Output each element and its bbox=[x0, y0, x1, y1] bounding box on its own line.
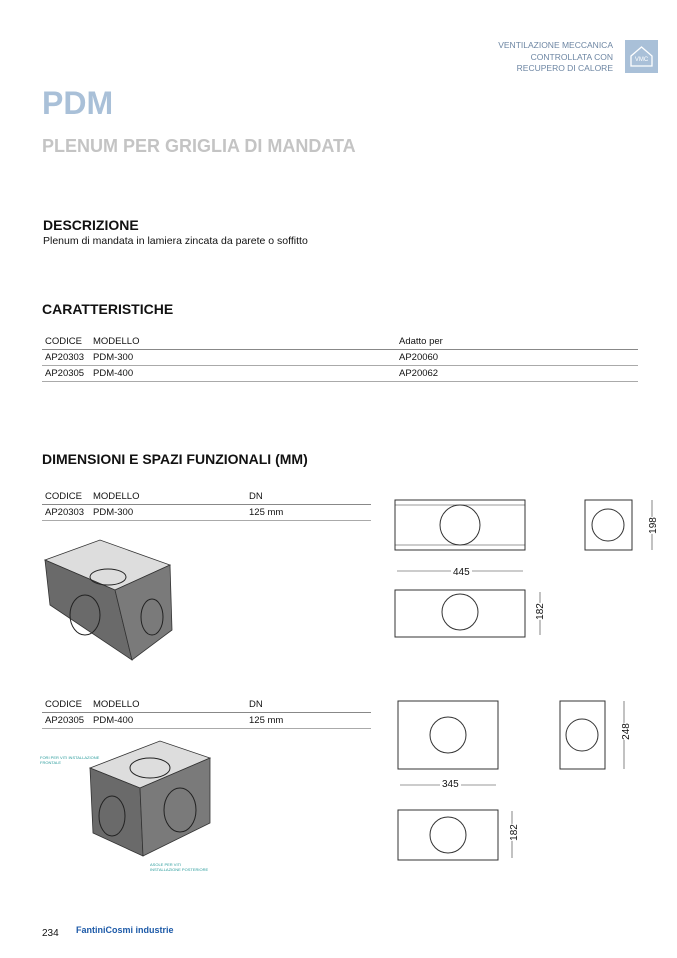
page-subtitle: PLENUM PER GRIGLIA DI MANDATA bbox=[42, 136, 356, 156]
pdm-400-technical-drawing bbox=[390, 693, 670, 868]
header-line: CONTROLLATA CON bbox=[530, 51, 613, 62]
header-line: VENTILAZIONE MECCANICA bbox=[498, 40, 613, 50]
dimension-depth: 248 bbox=[620, 723, 632, 740]
col-header: CODICE bbox=[42, 697, 90, 713]
col-header: Adatto per bbox=[396, 334, 638, 350]
header-line: RECUPERO DI CALORE bbox=[516, 63, 613, 73]
caratteristiche-table bbox=[42, 334, 638, 382]
col-header: MODELLO bbox=[90, 334, 396, 350]
category-header bbox=[498, 40, 613, 75]
table-row bbox=[42, 713, 371, 729]
cell: AP20303 bbox=[42, 505, 90, 521]
cell: AP20062 bbox=[396, 366, 638, 382]
col-header: MODELLO bbox=[90, 489, 246, 505]
cell: 125 mm bbox=[246, 505, 371, 521]
dimension-width: 345 bbox=[442, 779, 459, 790]
descrizione-heading: DESCRIZIONE bbox=[43, 217, 139, 233]
callout-label-rear: ASOLE PER VITI INSTALLAZIONE POSTERIORE bbox=[150, 862, 209, 872]
fantini-cosmi-logo: FantiniCosmi industrie bbox=[76, 925, 174, 935]
svg-text:VMC: VMC bbox=[634, 57, 649, 63]
descrizione-text: Plenum di mandata in lamiera zincata da parete o soffitto bbox=[43, 235, 308, 247]
table-row bbox=[42, 366, 638, 382]
cell: AP20305 bbox=[42, 713, 90, 729]
cell: AP20305 bbox=[42, 366, 90, 382]
product-table-1 bbox=[42, 489, 371, 521]
cell: PDM-300 bbox=[90, 505, 246, 521]
pdm-300-technical-drawing bbox=[390, 490, 670, 650]
caratteristiche-heading: CARATTERISTICHE bbox=[42, 301, 174, 317]
pdm-300-isometric-image bbox=[40, 535, 200, 665]
col-header: DN bbox=[246, 489, 371, 505]
page-number: 234 bbox=[42, 928, 59, 939]
product-table-2 bbox=[42, 697, 371, 729]
col-header: CODICE bbox=[42, 334, 90, 350]
dimensioni-heading: DIMENSIONI E SPAZI FUNZIONALI (MM) bbox=[42, 451, 308, 467]
page-title: PDM bbox=[42, 85, 114, 121]
dimension-height: 182 bbox=[508, 824, 520, 841]
table-row bbox=[42, 350, 638, 366]
table-row bbox=[42, 505, 371, 521]
col-header: MODELLO bbox=[90, 697, 246, 713]
vmc-house-icon bbox=[625, 40, 658, 73]
cell: PDM-400 bbox=[90, 713, 246, 729]
cell: PDM-300 bbox=[90, 350, 396, 366]
callout-label-front: FORI PER VITI INSTALLAZIONE FRONTALE bbox=[40, 755, 100, 765]
cell: AP20060 bbox=[396, 350, 638, 366]
dimension-width: 445 bbox=[453, 567, 470, 578]
col-header: DN bbox=[246, 697, 371, 713]
cell: PDM-400 bbox=[90, 366, 396, 382]
dimension-depth: 198 bbox=[647, 517, 659, 534]
cell: AP20303 bbox=[42, 350, 90, 366]
pdm-400-isometric-image bbox=[85, 738, 215, 863]
col-header: CODICE bbox=[42, 489, 90, 505]
dimension-height: 182 bbox=[534, 603, 546, 620]
cell: 125 mm bbox=[246, 713, 371, 729]
